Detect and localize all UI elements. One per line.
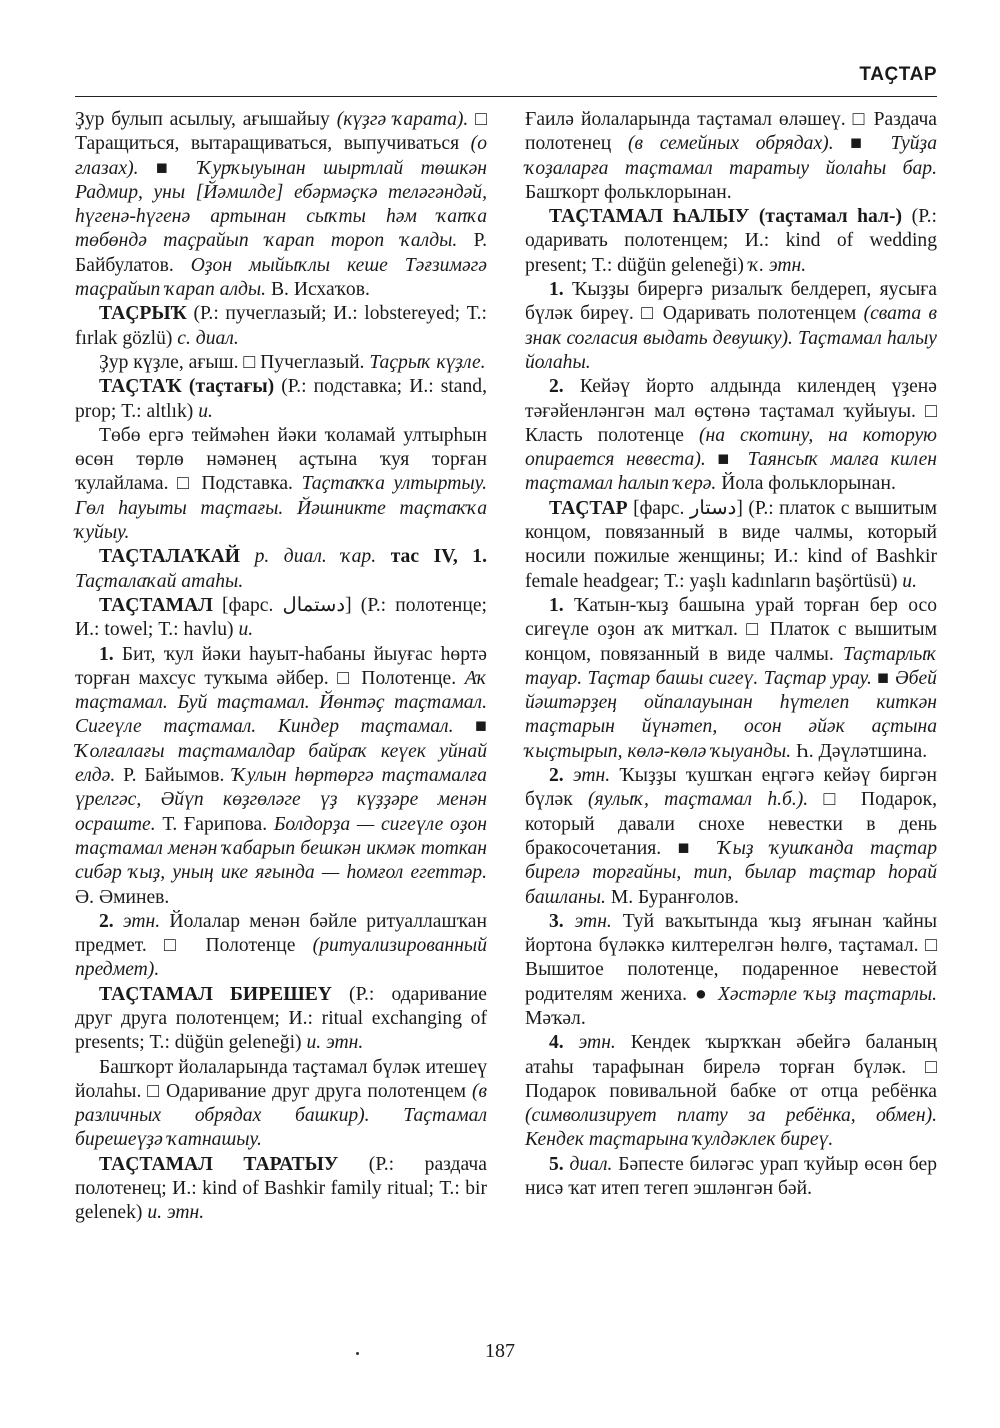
italic-text: и. <box>238 619 254 641</box>
italic-text: (ритуализированный предмет). <box>75 935 487 981</box>
entry-paragraph <box>525 1153 937 1202</box>
text-run: Ҡатын-ҡыҙ башына урай торған бер осо сигеүле оҙон аҡ митҡал. □ Платок с вышитым концом, повязанный в виде чалмы. <box>525 594 937 665</box>
text-run: ■ <box>453 716 487 738</box>
entry-paragraph <box>525 594 937 764</box>
entry-paragraph <box>75 351 487 375</box>
italic-text: Таҫтарлыҡ тауар. Таҫтар башы сигеү. Таҫтар урау. <box>525 643 937 689</box>
italic-text: и. <box>198 400 213 422</box>
entry-paragraph <box>75 910 487 983</box>
page-number: 187 <box>485 1340 515 1362</box>
headword: ТАҪРЫҠ <box>99 303 187 325</box>
text-run: [фарс. دستمال] (Р.: полотенце; И.: towel; Т.: havlu) <box>75 594 487 641</box>
entry-paragraph <box>75 424 487 545</box>
italic-text: Ҡыҙ ҡушҡанда таҫтар бирелә торғайны, тип, былар таҫтар һорай башланы. <box>525 837 937 908</box>
entry-paragraph <box>525 1031 937 1152</box>
page-header <box>75 60 937 97</box>
right-column <box>525 108 937 1201</box>
italic-text: Таҫтаҡҡа ултыртыу. Гөл һауыты таҫтағы. Йәшникте таҫтаҡҡа ҡуйыу. <box>75 473 488 544</box>
italic-text: ҡ. этн. <box>748 254 807 276</box>
italic-text: (в семейных обрядах). <box>627 133 834 155</box>
italic-text: этн. <box>563 1032 616 1054</box>
italic-text: р. диал. ҡар. <box>240 546 377 568</box>
text-run: [фарс. دستار] (Р.: платок с вышитым концом, повязанный в виде чалмы, который носили пожилые женщины; И.: kind of Bashkir female headgear; Т.: yaşlı kadınların başörtüsü) <box>525 497 937 592</box>
italic-text: (свата в знак согласия выдать девушку). Таҫтамал һалыу йолаһы. <box>525 303 937 373</box>
dictionary-entry <box>75 1153 487 1226</box>
text-run: (Р.: подставка; И.: stand, prop; Т.: altlık) <box>75 376 487 422</box>
dictionary-entry <box>525 497 937 594</box>
headword: 2. <box>99 910 114 932</box>
dictionary-entry <box>75 302 487 351</box>
text-run: □ Таращиться, вытаращиваться, выпучиваться <box>75 109 487 155</box>
entry-paragraph <box>525 108 937 205</box>
headword: 5. <box>549 1153 564 1175</box>
headword: 4. <box>549 1032 564 1054</box>
entry-paragraph <box>75 643 487 910</box>
headword: 1. <box>549 279 564 301</box>
text-run: Һ. Дәүләтшина. <box>791 740 928 762</box>
headword: тас IV, 1. <box>376 546 487 568</box>
text-run: Ә. Әминев. <box>75 886 170 908</box>
italic-text: с. диал. <box>177 327 239 349</box>
headword: 3. <box>549 910 564 932</box>
headword: ТАҪТАМАЛ БИРЕШЕҮ <box>99 983 332 1005</box>
italic-text: Таҫрыҡ күҙле. <box>369 351 486 373</box>
text-run: (Р.: пучеглазый; И.: lobstereyed; Т.: fırlak gözlü) <box>75 303 487 349</box>
italic-text: диал. <box>563 1153 613 1175</box>
italic-text: Ҡулын һөртөргә таҫтамалға үрелгәс, Әйүп көҙгөләге үҙ күҙҙәре менән осраште. <box>75 765 487 835</box>
running-head: ТАҪТАР <box>859 64 937 85</box>
text-run: ■ <box>871 667 896 689</box>
italic-text: этн. <box>563 765 611 787</box>
headword: ТАҪТАЛАҠАЙ <box>99 546 241 568</box>
text-run: □ Подарок, который давали снохе невестки в день бракосочетания. ■ <box>525 789 937 859</box>
dictionary-entry <box>75 375 487 424</box>
italic-text: Ҡурҡыуынан шыртлай төшкән Радмир, уны [Йәмилде] ебәрмәҫкә теләгәндәй, һүгенә-һүгенә артынан сыҡты һәм ҡапҡа төбөндә таҫрайып ҡарап тороп ҡалды. <box>75 157 487 252</box>
entry-paragraph <box>75 108 487 302</box>
text-run: Кендек ҡырҡҡан әбейгә баланың атаһы тарафынан бирелә торған бүләк. □ Подарок повивальной бабке от отца ребёнка <box>525 1032 937 1102</box>
italic-text: Оҙон мыйыҡлы кеше Тәғзимәгә таҫрайып ҡарап алды. <box>75 254 487 301</box>
italic-text: и. этн. <box>306 1032 364 1054</box>
headword: 1. <box>99 643 114 665</box>
entry-paragraph <box>525 910 937 1031</box>
italic-text: (күҙгә ҡарата). <box>336 109 469 130</box>
headword: ТАҪТАМАЛ ТАРАТЫУ <box>99 1153 339 1175</box>
entry-paragraph <box>525 764 937 910</box>
text-run: Башҡорт йолаларында таҫтамал бүләк итешеү йолаһы. □ Одаривание друг друга полотенцем <box>75 1056 487 1102</box>
italic-text: (в различных обрядах башкир). Таҫтамал бирешеүҙә ҡатнашыу. <box>75 1080 487 1151</box>
italic-text: (о глазах). <box>75 133 487 179</box>
text-run: (Р.: одаривать полотенцем; И.: kind of wedding present; Т.: düğün geleneği) <box>525 206 937 276</box>
left-column <box>75 108 487 1226</box>
italic-text: Аҡ таҫтамал. Буй таҫтамал. Йөнтәҫ таҫтамал. Сигеүле таҫтамал. Киндер таҫтамал. <box>75 667 487 738</box>
text-run: Йола фольклорынан. <box>716 473 896 495</box>
text-run: Бит, ҡул йәки һауыт-һабаны йыуғас һөртә торған махсус туҡыма әйбер. □ Полотенце. <box>75 643 487 689</box>
text-run: (Р.: раздача полотенец; И.: kind of Bashkir family ritual; Т.: bir gelenek) <box>75 1153 487 1224</box>
headword: 2. <box>549 376 564 398</box>
italic-text: Әбей йәштәрҙең ойпалауынан һүтелеп киткән таҫтарын йүнәтеп, осон әйәк аҫтына ҡыҫтырып, көлә-көлә ҡыуанды. <box>525 667 937 762</box>
text-run: Ҡыҙҙы бирергә ризалыҡ белдереп, яусыға бүләк биреү. □ Одаривать полотенцем <box>525 279 937 325</box>
italic-text: и. <box>902 570 917 592</box>
dictionary-entry <box>75 594 487 643</box>
italic-text: Туйҙа ҡоҙаларға таҫтамал таратыу йолаһы бар. <box>525 133 937 179</box>
italic-text: и. этн. <box>147 1202 205 1224</box>
text-run: Р. Байымов. <box>115 765 233 787</box>
italic-text: Хәстәрле ҡыҙ таҫтарлы. <box>717 983 937 1005</box>
headword: ТАҪТАМАЛ <box>99 594 213 616</box>
headword: ТАҪТАР <box>549 497 628 519</box>
dictionary-entry <box>75 983 487 1056</box>
italic-text: (символизирует плату за ребёнка, обмен). Кендек таҫтарына ҡулдәклек биреү. <box>525 1105 937 1151</box>
entry-paragraph <box>75 1056 487 1153</box>
italic-text: (яулыҡ, таҫтамал һ.б.). <box>588 789 809 811</box>
entry-paragraph <box>525 375 937 496</box>
italic-text: этн. <box>113 910 161 932</box>
italic-text: Ҡолғалағы таҫтамалдар байраҡ кеүек уйнай елдә. <box>75 740 487 787</box>
entry-paragraph <box>525 278 937 375</box>
text-run: ■ <box>138 157 198 179</box>
dictionary-entry <box>525 205 937 278</box>
text-run: (Р.: одаривание друг друга полотенцем; И.: ritual exchanging of presents; Т.: düğün geleneği) <box>75 983 487 1054</box>
text-run: Р. Байбулатов. <box>75 230 487 276</box>
text-run: Ҡыҙҙы ҡушҡан еңгәгә кейәү биргән бүләк <box>525 765 937 811</box>
italic-text: этн. <box>563 910 612 932</box>
headword: 1. <box>549 594 564 616</box>
headword: ТАҪТАМАЛ ҺАЛЫУ (таҫтамал һал-) <box>549 206 903 228</box>
text-run: М. Буранғолов. <box>605 886 739 908</box>
text-run: В. Исхаҡов. <box>266 279 370 301</box>
text-run: Төбө ергә теймәһен йәки ҡоламай ултырһын өсөн төрлө нәмәнең аҫтына ҡуя торған ҡулайлама. □ Подставка. <box>75 424 487 495</box>
text-run: ■ <box>833 133 891 155</box>
text-run: Бәпесте биләгәс урап ҡуйыр өсөн бер нисә ҡат итеп тегеп эшләнгән бәй. <box>525 1153 937 1200</box>
text-run: Ҙур күҙле, ағыш. □ Пучеглазый. <box>99 351 370 373</box>
italic-text: (на скотину, на которую опирается невеста). <box>525 424 937 471</box>
text-run: Туй ваҡытында ҡыҙ яғынан ҡайны йортона бүләккә килтерелгән һөлгө, таҫтамал. □ Вышитое полотенце, подаренное невестой родителям жениха. ● <box>525 910 937 1005</box>
text-run: Башҡорт фольклорынан. <box>525 181 732 203</box>
italic-text: Таҫталаҡай атаһы. <box>75 570 244 592</box>
text-run: Мәҡәл. <box>525 1007 586 1029</box>
text-run: Т. Ғарипова. <box>155 813 274 835</box>
text-run: Йолалар менән бәйле ритуаллашҡан предмет. □ Полотенце <box>75 910 487 957</box>
text-run: Ҙур булып асылыу, ағышайыу <box>75 109 337 130</box>
text-run: Ғаилә йолаларында таҫтамал өләшеү. □ Раздача полотенец <box>525 109 937 155</box>
italic-text: Таянсыҡ малға килен таҫтамал һалып ҡерә. <box>525 449 937 495</box>
italic-text: Болдорҙа — сигеүле оҙон таҫтамал менән ҡабарып бешкән икмәк тоткан сибәр ҡыҙ, уның ике яғында — һомғол егеттәр. <box>75 813 488 884</box>
text-run: Кейәү йорто алдында килендең үҙенә тәғәйенләнгән мал өҫтөнә таҫтамал ҡуйыуы. □ Класть полотенце <box>525 376 937 446</box>
dictionary-entry <box>75 545 487 594</box>
text-run: ■ <box>705 449 748 471</box>
headword: 2. <box>549 765 564 787</box>
headword: ТАҪТАҠ (таҫтағы) <box>99 376 275 398</box>
